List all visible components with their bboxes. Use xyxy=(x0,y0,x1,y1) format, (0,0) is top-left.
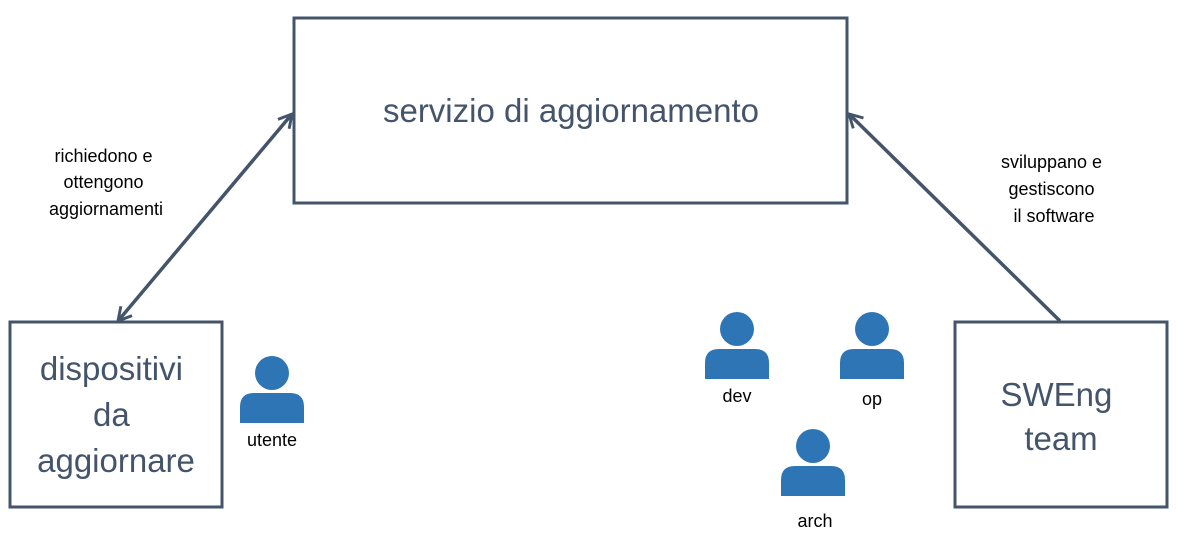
team-box-label-line-1: SWEng xyxy=(1000,376,1113,413)
team-box-label-line-2: team xyxy=(1024,420,1098,457)
right-annotation-line-1: sviluppano e xyxy=(1000,152,1103,172)
devices-box xyxy=(10,322,222,507)
person-icon xyxy=(781,429,845,496)
person-op xyxy=(840,312,904,409)
person-arch xyxy=(781,429,845,531)
service-box-label: servizio di aggiornamento xyxy=(382,92,760,129)
person-utente xyxy=(240,356,304,450)
right-annotation-line-2: gestiscono xyxy=(1008,179,1095,199)
team-box xyxy=(955,322,1167,507)
left-annotation-line-1: richiedono e xyxy=(54,146,153,166)
person-label-op: op xyxy=(861,389,883,409)
left-annotation-line-2: ottengono xyxy=(63,172,144,192)
person-icon xyxy=(840,312,904,379)
left-annotation xyxy=(49,146,163,219)
service-box xyxy=(294,18,847,203)
right-annotation xyxy=(1001,152,1107,226)
right-annotation-line-3: il software xyxy=(1013,206,1095,226)
left-annotation-line-3: aggiornamenti xyxy=(48,199,164,219)
devices-box-label-line-3: aggiornare xyxy=(37,442,195,479)
person-dev xyxy=(705,312,769,406)
person-label-arch: arch xyxy=(797,511,833,531)
person-label-utente: utente xyxy=(246,430,298,450)
person-icon xyxy=(240,356,304,423)
person-icon xyxy=(705,312,769,379)
person-label-dev: dev xyxy=(722,386,752,406)
devices-box-label-line-1: dispositivi xyxy=(39,350,183,387)
devices-box-label-line-2: da xyxy=(93,396,130,433)
